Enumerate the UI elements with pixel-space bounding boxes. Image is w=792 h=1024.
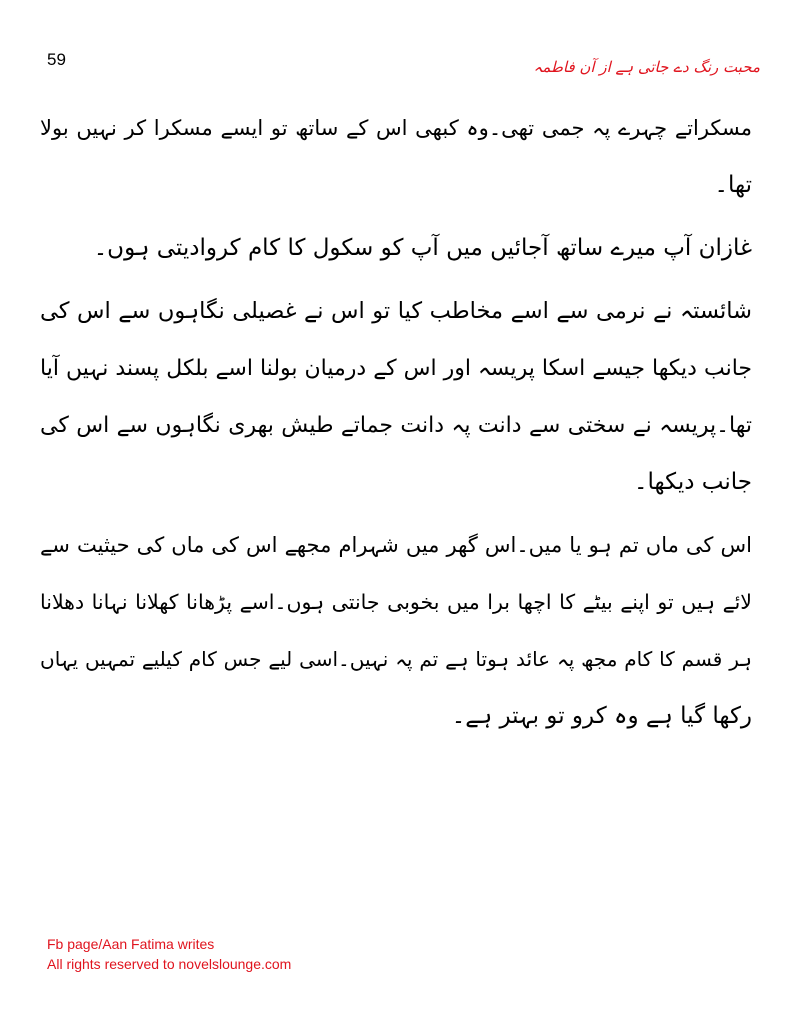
running-header: محبت رنگ دے جاتی ہے از آن فاطمہ <box>533 58 760 76</box>
page-number: 59 <box>47 50 66 69</box>
text-line: جانب دیکھا۔ <box>634 469 752 495</box>
text-line: ہر قسم کا کام مجھ پہ عائد ہوتا ہے تم پہ نہیں۔اسی لیے جس کام کیلیے تمہیں یہاں <box>40 647 752 671</box>
paragraph-2 <box>40 220 752 277</box>
text-line: تھا۔ <box>714 172 752 198</box>
footer-fb-page: Fb page/Aan Fatima writes <box>47 936 215 952</box>
text-line: رکھا گیا ہے وہ کرو تو بہتر ہے۔ <box>451 703 752 729</box>
body-text <box>40 100 752 745</box>
paragraph-4 <box>40 517 752 745</box>
paragraph-3 <box>40 283 752 511</box>
text-line: شائستہ نے نرمی سے اسے مخاطب کیا تو اس نے غصیلی نگاہوں سے اس کی <box>40 298 752 324</box>
text-line: مسکراتے چہرے پہ جمی تھی۔وہ کبھی اس کے ساتھ تو ایسے مسکرا کر نہیں بولا <box>40 116 752 140</box>
footer-rights: All rights reserved to novelslounge.com <box>47 956 292 972</box>
text-line: اس کی ماں تم ہو یا میں۔اس گھر میں شہرام مجھے اس کی ماں کی حیثیت سے <box>40 533 752 557</box>
footer <box>47 934 291 974</box>
text-line: غازان آپ میرے ساتھ آجائیں میں آپ کو سکول کا کام کروادیتی ہوں۔ <box>93 235 752 261</box>
paragraph-1 <box>40 100 752 214</box>
text-line: لائے ہیں تو اپنے بیٹے کا اچھا برا میں بخوبی جانتی ہوں۔اسے پڑھانا کھلانا نہانا دھلانا <box>40 590 752 614</box>
text-line: تھا۔پریسہ نے سختی سے دانت پہ دانت جماتے طیش بھری نگاہوں سے اس کی <box>40 413 752 438</box>
text-line: جانب دیکھا جیسے اسکا پریسہ اور اس کے درمیان بولنا اسے بلکل پسند نہیں آیا <box>40 356 752 381</box>
